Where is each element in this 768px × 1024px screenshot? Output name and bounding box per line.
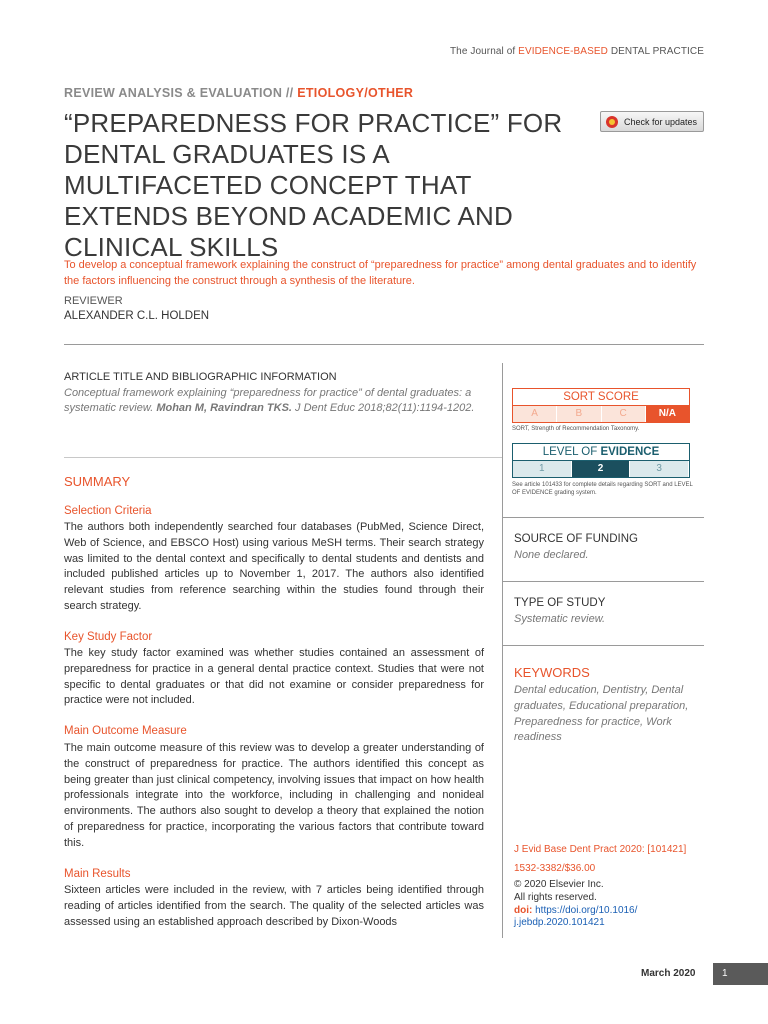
selection-criteria-heading: Selection Criteria [64, 505, 152, 517]
selection-criteria-text: The authors both independently searched four databases (PubMed, Science Direct, Web of Science, and EBSCO Host) using various MeSH terms. Their search strategy was limited to the dental context and specifically to dental students and dentists and included published articles up to November 1, 2017. The authors also identified relevant studies from reference searching within the studies found through their search strategy. [64, 521, 484, 612]
level-of-evidence-cells [513, 461, 689, 477]
section-subcategory: ETIOLOGY/OTHER [297, 86, 414, 100]
reviewer-name: ALEXANDER C.L. HOLDEN [64, 310, 210, 322]
article-title: “PREPAREDNESS FOR PRACTICE” FOR DENTAL GRADUATES IS A MULTIFACETED CONCEPT THAT EXTENDS BEYOND ACADEMIC AND CLINICAL SKILLS [64, 108, 563, 262]
section-label [64, 86, 413, 100]
doi-link-part2[interactable]: j.jebdp.2020.101421 [514, 917, 605, 928]
level-of-evidence-title [513, 444, 689, 461]
check-for-updates-label: Check for updates [624, 116, 698, 127]
loe-cell-1: 1 [513, 461, 572, 477]
doi-label: doi: [514, 905, 533, 916]
citation-title: Conceptual framework explaining “preparedness for practice” of dental graduates: a systematic review. [64, 387, 472, 414]
key-study-factor-heading: Key Study Factor [64, 631, 153, 643]
study-type-label: TYPE OF STUDY [514, 597, 606, 609]
divider [503, 581, 704, 582]
citation-authors: Mohan M, Ravindran TKS. [156, 402, 292, 414]
footer-date: March 2020 [641, 968, 696, 979]
column-divider [502, 363, 503, 938]
doi-continued [514, 917, 605, 929]
crossmark-icon [606, 116, 618, 128]
doi-link-part1[interactable]: https://doi.org/10.1016/ [532, 905, 638, 916]
article-citation [64, 386, 484, 416]
sort-cell-c: C [602, 406, 646, 422]
divider [64, 344, 704, 345]
journal-header [450, 46, 704, 57]
funding-label: SOURCE OF FUNDING [514, 533, 638, 545]
loe-note: See article 101433 for complete details regarding SORT and LEVEL OF EVIDENCE grading system. [512, 482, 693, 496]
journal-prefix: The Journal of [449, 46, 519, 57]
loe-cell-2: 2 [572, 461, 631, 477]
keywords-value: Dental education, Dentistry, Dental graduates, Educational preparation, Preparedness for practice, Work readiness [514, 684, 689, 744]
funding-value: None declared. [514, 549, 589, 561]
sort-score-title [513, 389, 689, 406]
journal-suffix: DENTAL PRACTICE [607, 46, 704, 57]
journal-accent: EVIDENCE-BASED [518, 46, 608, 57]
sort-note: SORT, Strength of Recommendation Taxonomy. [512, 426, 640, 432]
check-for-updates-button[interactable] [600, 111, 704, 132]
main-outcome-heading: Main Outcome Measure [64, 725, 187, 737]
loe-title-rest: LEVEL OF [542, 446, 601, 458]
journal-citation: J Evid Base Dent Pract 2020: [101421] [514, 844, 687, 855]
divider [64, 457, 502, 458]
section-category: REVIEW ANALYSIS & EVALUATION // [64, 86, 298, 100]
page-number: 1 [713, 963, 768, 985]
sort-cell-a: A [513, 406, 557, 422]
citation-source: J Dent Educ 2018;82(11):1194-1202. [292, 402, 475, 414]
sort-score-box [512, 388, 690, 423]
issn: 1532-3382/$36.00 [514, 863, 596, 874]
sort-cell-b: B [557, 406, 601, 422]
reviewer-label: REVIEWER [64, 295, 123, 307]
objective-text: To develop a conceptual framework explaining the construct of “preparedness for practice” among dental graduates and to identify the factors influencing the construct through a synthesis of the literature. [64, 259, 697, 287]
sort-title-rest: SCORE [594, 391, 639, 403]
main-outcome-text: The main outcome measure of this review was to develop a greater understanding of the construct of preparedness for practice. The authors identified this concept as being greater than just clinical competency, involving issues that impact on how health professionals integrate into the workforce, including in challenging and nonideal environments. The authors also sought to develop a theory that explained the notion of preparedness for practice, incorporating the various factors that contribute toward this. [64, 742, 484, 849]
study-type-value: Systematic review. [514, 613, 606, 625]
loe-cell-3: 3 [630, 461, 689, 477]
divider [503, 517, 704, 518]
loe-title-bold: EVIDENCE [600, 446, 660, 458]
sort-title-accent: SORT [563, 391, 595, 403]
main-results-heading: Main Results [64, 868, 131, 880]
sort-score-cells [513, 406, 689, 422]
keywords-heading: KEYWORDS [514, 665, 590, 680]
copyright: © 2020 Elsevier Inc. [514, 879, 604, 890]
summary-heading: SUMMARY [64, 474, 131, 489]
rights: All rights reserved. [514, 892, 597, 903]
article-info-label: ARTICLE TITLE AND BIBLIOGRAPHIC INFORMATION [64, 371, 337, 383]
sort-cell-na: N/A [646, 406, 689, 422]
doi [514, 905, 637, 917]
divider [503, 645, 704, 646]
key-study-factor-text: The key study factor examined was whether studies contained an assessment of preparedness for practice in a general dental practice context. Studies that were not specific to dental graduates or that did not examine or consider preparedness for practice were not included. [64, 647, 484, 707]
level-of-evidence-box [512, 443, 690, 478]
main-results-text: Sixteen articles were included in the review, with 7 articles being identified through reading of articles identified from the search. The quality of the selected articles was assessed using an established approach described by Dixon-Woods [64, 884, 484, 928]
